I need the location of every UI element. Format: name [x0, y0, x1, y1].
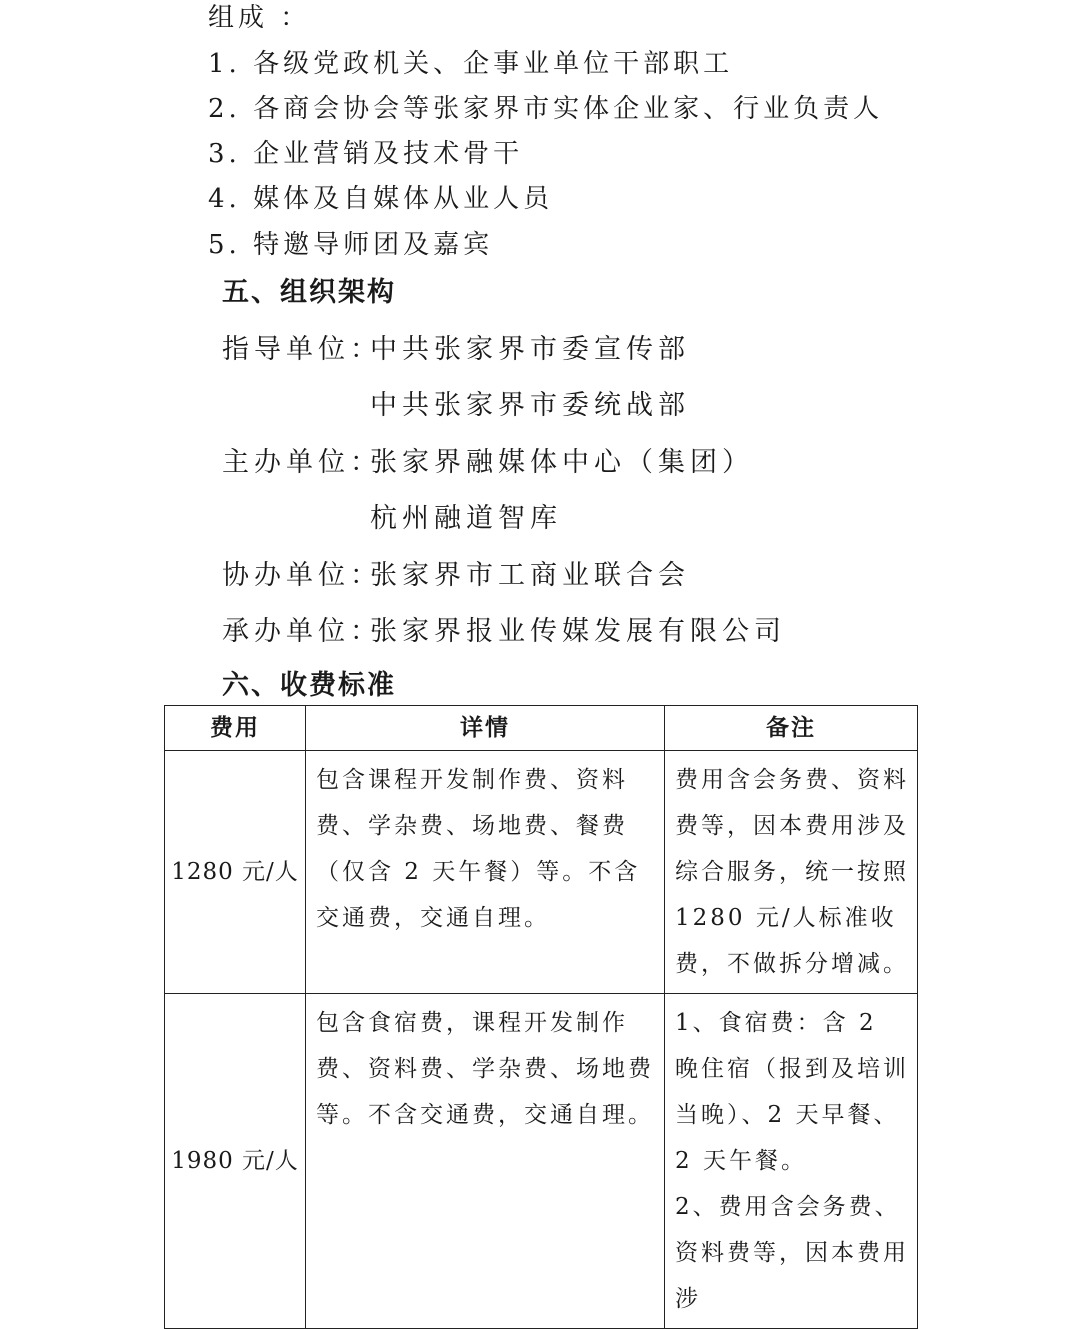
- note-text: 费用含会务费、资料费等，因本费用涉及综合服务，统一按照 1280 元/人标准收费，不做拆分增减。: [675, 767, 909, 977]
- note-text: 2、费用含会务费、资料费等，因本费用涉: [675, 1194, 909, 1312]
- org-label: 主办单位：: [222, 447, 382, 478]
- org-value: 张家界融媒体中心（集团）: [370, 447, 754, 478]
- composition-item: 2. 各商会协会等张家界市实体企业家、行业负责人: [208, 94, 884, 124]
- org-value: 中共张家界市委宣传部: [370, 334, 690, 365]
- org-row-organizer: [222, 616, 786, 648]
- org-row-host: [222, 447, 754, 479]
- org-value: 中共张家界市委统战部: [370, 390, 690, 421]
- column-header-detail: 详情: [306, 706, 665, 751]
- org-row-co-host: [222, 560, 690, 592]
- table-row: [165, 994, 918, 1329]
- org-label: 承办单位：: [222, 616, 382, 647]
- table-row: [165, 751, 918, 994]
- composition-item: 1. 各级党政机关、企事业单位干部职工: [208, 49, 734, 79]
- fee-table-header: [165, 706, 918, 751]
- detail-cell: 包含食宿费，课程开发制作费、资料费、学杂费、场地费等。不含交通费，交通自理。: [306, 994, 665, 1329]
- section-title-organization: 五、组织架构: [222, 277, 396, 308]
- composition-item: 3. 企业营销及技术骨干: [208, 139, 524, 169]
- fee-table: [164, 705, 918, 1329]
- org-label: 协办单位：: [222, 560, 382, 591]
- detail-cell: 包含课程开发制作费、资料费、学杂费、场地费、餐费（仅含 2 天午餐）等。不含交通费，交通自理。: [306, 751, 665, 994]
- org-label: 指导单位：: [222, 334, 382, 365]
- price-cell: 1980 元/人: [165, 994, 306, 1329]
- org-row-guidance: [222, 334, 690, 366]
- composition-heading: 组成 ：: [208, 3, 311, 33]
- org-value: 张家界市工商业联合会: [370, 560, 690, 591]
- column-header-fee: 费用: [165, 706, 306, 751]
- org-value: 杭州融道智库: [370, 503, 562, 534]
- composition-item: 4. 媒体及自媒体从业人员: [208, 184, 554, 214]
- note-text: 1、食宿费：含 2 晚住宿（报到及培训当晚）、2 天早餐、2 天午餐。: [675, 1010, 909, 1174]
- section-title-fees: 六、收费标准: [222, 670, 396, 701]
- notes-cell: [665, 751, 918, 994]
- composition-item: 5. 特邀导师团及嘉宾: [208, 230, 494, 260]
- column-header-notes: 备注: [665, 706, 918, 751]
- price-cell: 1280 元/人: [165, 751, 306, 994]
- notes-cell: [665, 994, 918, 1329]
- org-value: 张家界报业传媒发展有限公司: [370, 616, 786, 647]
